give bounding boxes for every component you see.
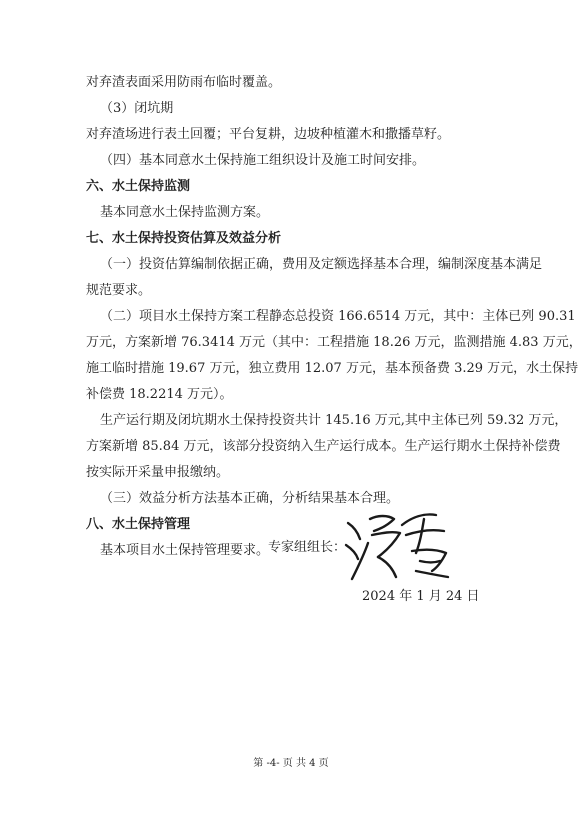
paragraph-line: 方案新增 85.84 万元，该部分投资纳入生产运行成本。生产运行期水土保持补偿费: [86, 439, 561, 454]
paragraph-line: （三）效益分析方法基本正确，分析结果基本合理。: [100, 491, 400, 506]
signing-date: 2024 年 1 月 24 日: [362, 589, 480, 604]
text-line: 对弃渣场进行表土回覆；平台复耕，边坡种植灌木和撒播草籽。: [86, 127, 451, 142]
paragraph-line: 万元，方案新增 76.3414 万元（其中：工程措施 18.26 万元，监测措施 4.83 万元，: [86, 335, 582, 350]
text-line: 基本同意水土保持监测方案。: [100, 205, 270, 220]
signature-label: 专家组组长：: [268, 540, 347, 555]
paragraph-line: 施工临时措施 19.67 万元，独立费用 12.07 万元，基本预备费 3.29 万元，水土保持: [86, 361, 579, 376]
paragraph-line: （一）投资估算编制依据正确，费用及定额选择基本合理，编制深度基本满足: [100, 257, 543, 272]
paragraph-line: 补偿费 18.2214 万元）。: [86, 387, 233, 402]
subheading-closure-period: （3）闭坑期: [100, 101, 174, 116]
text-line: 基本项目水土保持管理要求。: [100, 543, 270, 558]
section-heading-monitoring: 六、水土保持监测: [86, 179, 191, 194]
handwritten-signature: [340, 505, 465, 585]
section-heading-investment: 七、水土保持投资估算及效益分析: [86, 231, 282, 246]
text-line: 对弃渣表面采用防雨布临时覆盖。: [86, 75, 282, 90]
paragraph-line: （二）项目水土保持方案工程静态总投资 166.6514 万元，其中：主体已列 90.31: [100, 309, 576, 324]
paragraph-line: 生产运行期及闭坑期水土保持投资共计 145.16 万元,其中主体已列 59.32 万元，: [100, 413, 568, 428]
paragraph-line: 按实际开采量申报缴纳。: [86, 465, 230, 480]
section-heading-management: 八、水土保持管理: [86, 517, 191, 532]
text-line: （四）基本同意水土保持施工组织设计及施工时间安排。: [100, 153, 426, 168]
page-footer: 第 -4- 页 共 4 页: [253, 758, 329, 769]
paragraph-line: 规范要求。: [86, 283, 152, 298]
